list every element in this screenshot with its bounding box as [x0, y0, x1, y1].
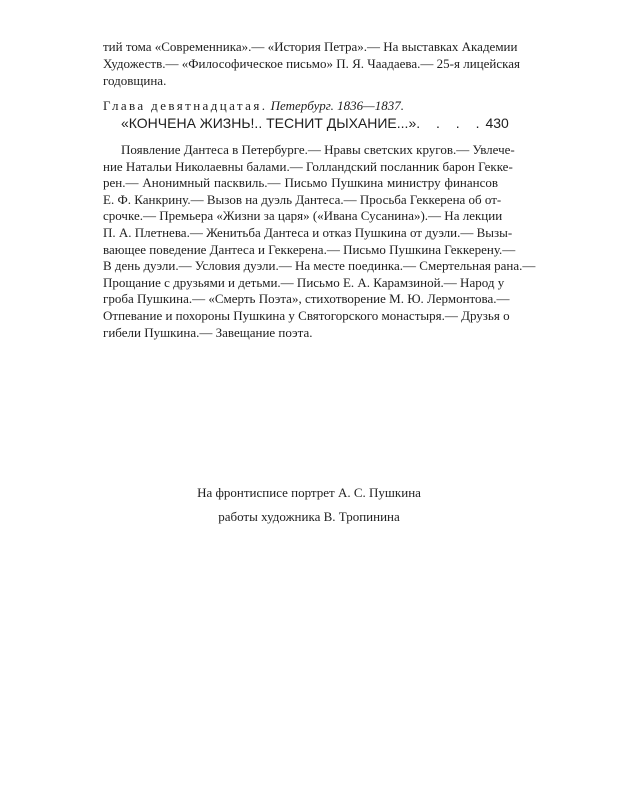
frontispiece-caption-line: работы художника В. Тропинина: [218, 509, 400, 524]
summary-line: П. А. Плетнева.— Женитьба Дантеса и отказ Пушкина от дуэли.— Вызы-: [103, 225, 513, 240]
chapter-title: «КОНЧЕНА ЖИЗНЬ!.. ТЕСНИТ ДЫХАНИЕ...»: [121, 115, 417, 131]
dot-leader: . . . .: [416, 115, 486, 131]
summary-line: Е. Ф. Канкрину.— Вызов на дуэль Дантеса.— Просьба Геккерена об от-: [103, 191, 502, 207]
summary-line: Прощание с друзьями и детьми.— Письмо Е. А. Карамзиной.— Народ у: [103, 274, 505, 290]
text-line: Художеств.— «Философическое письмо» П. Я. Чаадаева.— 25-я лицейская: [103, 56, 520, 71]
summary-line: Отпевание и похороны Пушкина у Святогорского монастыря.— Друзья о: [103, 308, 510, 323]
text-line: годовщина.: [103, 73, 167, 88]
summary-line: вающее поведение Дантеса и Геккерена.— Письмо Пушкина Геккерену.—: [103, 241, 516, 257]
summary-line: ние Натальи Николаевны балами.— Голландский посланник барон Гекке-: [103, 158, 513, 174]
summary-line: гибели Пушкина.— Завещание поэта.: [103, 324, 313, 340]
frontispiece-caption-line: На фронтисписе портрет А. С. Пушкина: [197, 485, 421, 500]
summary-line: В день дуэли.— Условия дуэли.— На месте поединка.— Смертельная рана.—: [103, 258, 536, 274]
summary-line: Появление Дантеса в Петербурге.— Нравы светских кругов.— Увлече-: [121, 142, 515, 157]
summary-line: срочке.— Премьера «Жизни за царя» («Ивана Сусанина»).— На лекции: [103, 208, 503, 224]
chapter-subtitle: Петербург. 1836—1837.: [270, 98, 404, 113]
summary-line: рен.— Анонимный пасквиль.— Письмо Пушкина министру финансов: [103, 175, 498, 191]
page-number: 430: [485, 115, 509, 131]
chapter-title-line: [121, 115, 509, 131]
summary-line: гроба Пушкина.— «Смерть Поэта», стихотворение М. Ю. Лермонтова.—: [103, 291, 510, 307]
chapter-label: Глава девятнадцатая.: [103, 98, 268, 113]
chapter-heading: [103, 98, 404, 114]
text-line: тий тома «Современника».— «История Петра».— На выставках Академии: [103, 39, 518, 54]
